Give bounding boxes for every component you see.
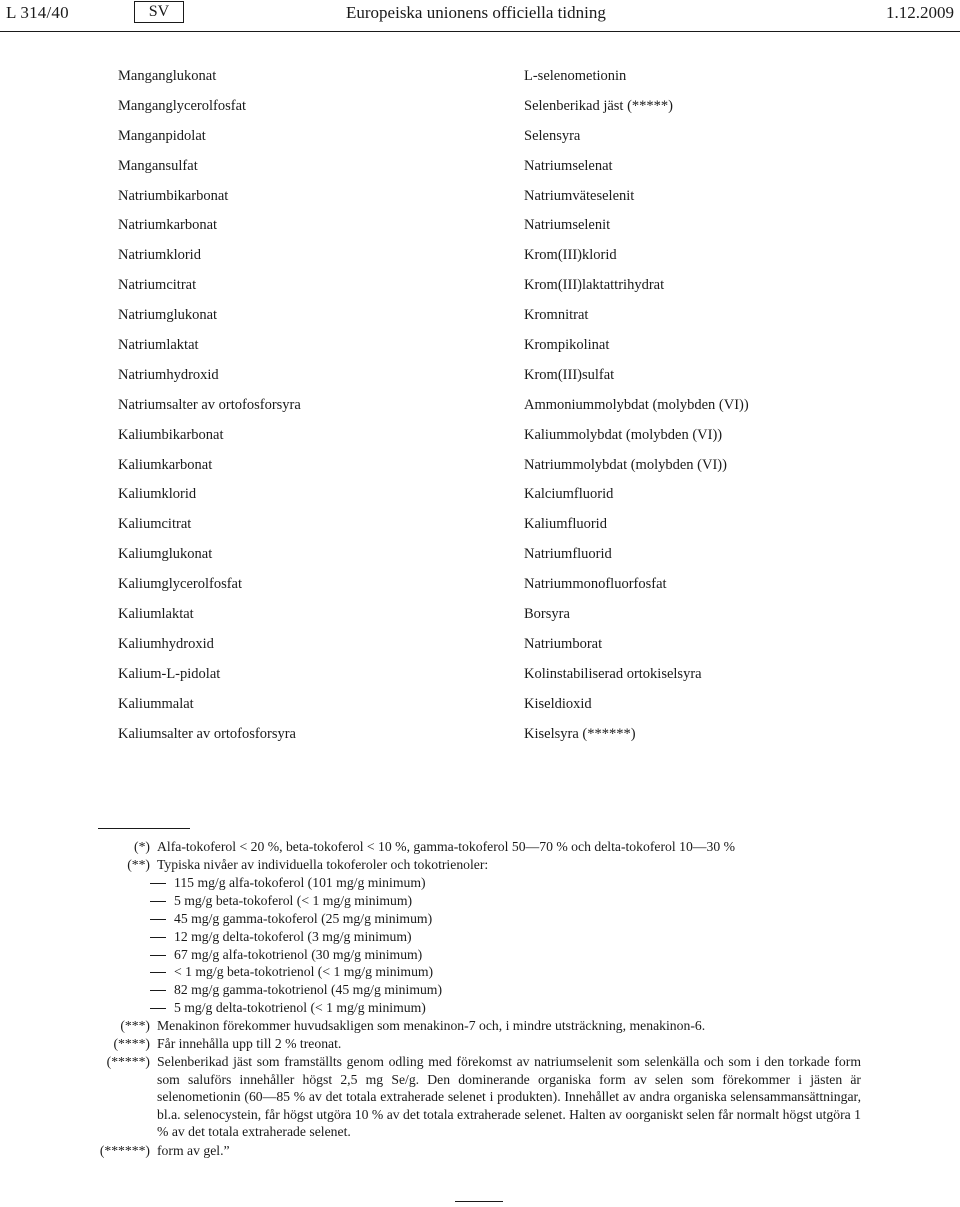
list-item: Natriumväteselenit	[524, 187, 635, 204]
dash-mark	[150, 972, 166, 973]
footnote-sub-item	[150, 892, 412, 910]
list-item: Krompikolinat	[524, 337, 610, 354]
publication-date: 1.12.2009	[886, 3, 954, 22]
list-item: Kaliumhydroxid	[118, 635, 214, 652]
footnote-text: Menakinon förekommer huvudsakligen som menakinon-7 och, i mindre utsträckning, menakinon-6.	[157, 1018, 706, 1033]
dash-mark	[150, 990, 166, 991]
sub-item-text: 115 mg/g alfa-tokoferol (101 mg/g minimum)	[174, 875, 426, 890]
list-item: Kiseldioxid	[524, 695, 592, 712]
list-item: Kaliumbikarbonat	[118, 426, 224, 443]
list-item: Natriumselenat	[524, 157, 613, 174]
list-item: Kalium-L-pidolat	[118, 665, 221, 682]
list-item: Natriumfluorid	[524, 546, 612, 563]
list-item: Selenberikad jäst (*****)	[524, 97, 673, 114]
list-item: Kaliumkarbonat	[118, 456, 213, 473]
list-item: Natriumkarbonat	[118, 217, 218, 234]
list-item: Kaliummalat	[118, 695, 194, 712]
list-item: Natriummolybdat (molybden (VI))	[524, 456, 727, 473]
dash-mark	[150, 937, 166, 938]
footnote-marker: (*)	[134, 839, 150, 854]
list-item: Manganglukonat	[118, 68, 217, 84]
list-item: Natriumhydroxid	[118, 366, 219, 383]
footnote-text: Alfa-tokoferol < 20 %, beta-tokoferol < 10 %, gamma-tokoferol 50—70 % och delta-tokoferol 10—30 %	[157, 839, 735, 854]
footnote-marker: (******)	[99, 1143, 150, 1158]
footnote-sub-item	[150, 910, 432, 928]
list-item: Kiselsyra (******)	[524, 725, 636, 742]
list-item: Natriumsalter av ortofosforsyra	[118, 396, 301, 413]
list-item: Manganglycerolfosfat	[118, 97, 247, 114]
footnote-text: form av gel.”	[157, 1143, 230, 1158]
list-item: L-selenometionin	[524, 68, 627, 84]
list-item: Kaliumglycerolfosfat	[118, 576, 243, 593]
list-item: Natriumglukonat	[118, 307, 218, 324]
sub-item-text: 5 mg/g delta-tokotrienol (< 1 mg/g minimum)	[174, 1000, 426, 1015]
dash-mark	[150, 883, 166, 884]
list-item: Kaliumfluorid	[524, 516, 607, 533]
language-box: SV	[134, 1, 184, 23]
page-reference: L 314/40	[6, 3, 69, 22]
footnote-sub-item	[150, 963, 433, 981]
dash-mark	[150, 919, 166, 920]
sub-item-text: 45 mg/g gamma-tokoferol (25 mg/g minimum)	[174, 911, 433, 926]
footnote-marker: (*****)	[106, 1054, 150, 1069]
list-item: Kaliummolybdat (molybden (VI))	[524, 426, 723, 443]
list-item: Kolinstabiliserad ortokiselsyra	[524, 665, 702, 682]
list-item: Borsyra	[524, 606, 570, 623]
footnote-rule	[98, 828, 190, 829]
list-item: Manganpidolat	[118, 127, 206, 144]
footnote-marker: (***)	[120, 1018, 150, 1033]
list-item: Kromnitrat	[524, 307, 589, 324]
list-item: Natriumbikarbonat	[118, 187, 229, 204]
sub-item-text: 12 mg/g delta-tokoferol (3 mg/g minimum)	[174, 929, 412, 944]
sub-item-text: < 1 mg/g beta-tokotrienol (< 1 mg/g minimum)	[174, 964, 434, 979]
list-item: Krom(III)klorid	[524, 247, 617, 264]
footnote-sub-item	[150, 928, 412, 946]
page-header	[0, 0, 960, 30]
list-item: Kaliumlaktat	[118, 606, 194, 623]
list-item: Kaliumcitrat	[118, 516, 192, 533]
list-item: Selensyra	[524, 127, 581, 144]
list-item: Krom(III)sulfat	[524, 366, 615, 383]
footnote-sub-item	[150, 999, 426, 1017]
list-item: Kalciumfluorid	[524, 486, 614, 503]
sub-item-text: 82 mg/g gamma-tokotrienol (45 mg/g minimum)	[174, 982, 443, 997]
journal-title: Europeiska unionens officiella tidning	[346, 3, 606, 22]
end-rule	[455, 1201, 503, 1202]
footnote-sub-item	[150, 981, 442, 999]
list-item: Natriumselenit	[524, 217, 611, 234]
header-rule	[0, 31, 960, 32]
list-item: Natriumlaktat	[118, 337, 199, 354]
dash-mark	[150, 1008, 166, 1009]
list-item: Natriumklorid	[118, 247, 201, 264]
substance-list-right	[524, 66, 749, 753]
sub-item-text: 5 mg/g beta-tokoferol (< 1 mg/g minimum)	[174, 893, 413, 908]
footnote-text: Typiska nivåer av individuella tokoferoler och tokotrienoler:	[157, 857, 489, 872]
footnote-text: Får innehålla upp till 2 % treonat.	[157, 1036, 342, 1051]
footnote-sub-item	[150, 874, 426, 892]
footnote-marker: (****)	[113, 1036, 150, 1051]
list-item: Natriumcitrat	[118, 277, 197, 294]
list-item: Ammoniummolybdat (molybden (VI))	[524, 396, 749, 413]
list-item: Kaliumsalter av ortofosforsyra	[118, 725, 296, 742]
sub-item-text: 67 mg/g alfa-tokotrienol (30 mg/g minimum)	[174, 947, 423, 962]
list-item: Natriumborat	[524, 635, 603, 652]
list-item: Mangansulfat	[118, 157, 198, 174]
list-item: Krom(III)laktattrihydrat	[524, 277, 665, 294]
dash-mark	[150, 901, 166, 902]
list-item: Kaliumklorid	[118, 486, 197, 503]
footnote-marker: (**)	[127, 857, 150, 872]
dash-mark	[150, 955, 166, 956]
footnote-sub-item	[150, 946, 422, 964]
footnote-text: Selenberikad jäst som framställts genom odling med förekomst av natriumselenit som selenkälla och som i den torkade form som saluförs innehåller högst 2,5 mg Se/g. Den dominerande organiska form av selen som förekommer i jästen är selenometionin (60—85 % av det totala extraherade selenet i produkten). Innehållet av andra organiska selensammansättningar, bl.a. selenocystein, får högst utgöra 10 % av det totala extraherade selenet. Halten av oorganiskt selen får normalt högst utgöra 1 % av det totala extraherade selenet.	[157, 1054, 861, 1140]
substance-list-left	[118, 66, 301, 753]
list-item: Natriummonofluorfosfat	[524, 576, 667, 593]
list-item: Kaliumglukonat	[118, 546, 213, 563]
